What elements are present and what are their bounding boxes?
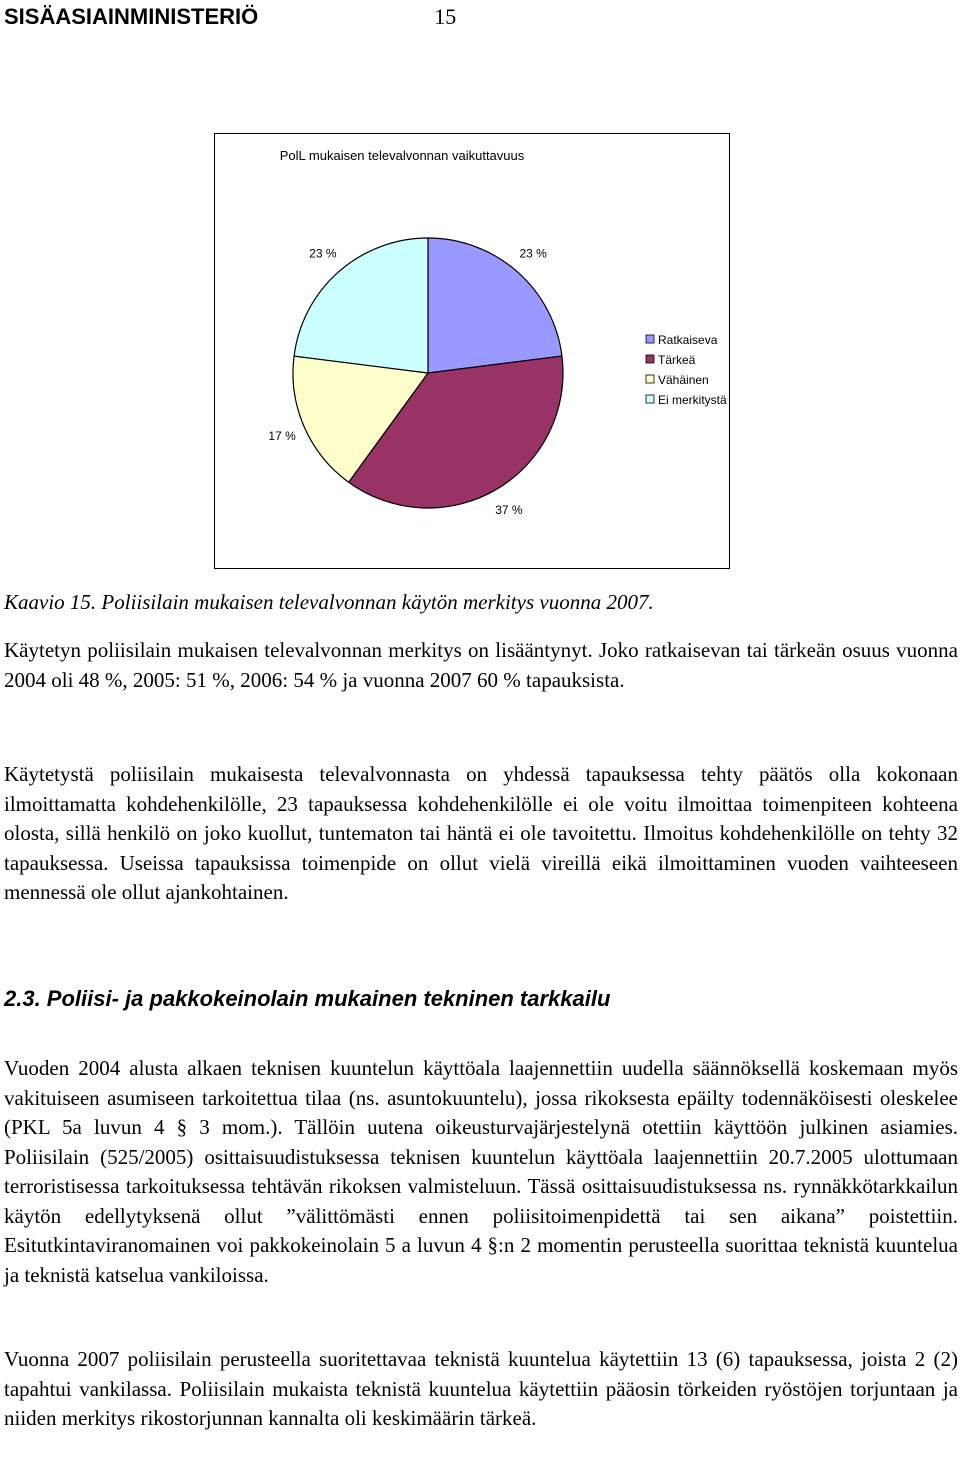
legend-label-3: Ei merkitystä <box>658 393 727 407</box>
pie-slices <box>293 238 563 508</box>
slice-label-1: 37 % <box>495 502 523 517</box>
legend-label-2: Vähäinen <box>658 373 709 387</box>
slice-label-2: 17 % <box>268 429 296 444</box>
legend-swatch-2 <box>646 375 654 383</box>
chart-title: PolL mukaisen televalvonnan vaikuttavuus <box>279 148 525 163</box>
section-heading: 2.3. Poliisi- ja pakkokeinolain mukainen tekninen tarkkailu <box>4 986 611 1011</box>
legend-swatch-0 <box>646 335 654 343</box>
paragraph-4: Vuonna 2007 poliisilain perusteella suoritettavaa teknistä kuuntelua käytettiin 13 (6) tapauksessa, joista 2 (2) tapahtui vankilassa. Poliisilain mukaista teknistä kuuntelua käytettiin pääosin törkeiden ryöstöjen torjuntaan ja niiden merkitys rikostorjunnan kannalta oli keskimäärin tärkeä. <box>4 1347 958 1430</box>
pie-chart <box>215 134 731 570</box>
legend-label-0: Ratkaiseva <box>658 333 718 347</box>
legend-swatch-1 <box>646 355 654 363</box>
chart-caption: Kaavio 15. Poliisilain mukaisen televalvonnan käytön merkitys vuonna 2007. <box>4 590 654 614</box>
slice-label-3: 23 % <box>309 246 337 261</box>
pie-chart-box <box>214 133 730 569</box>
chart-legend <box>646 333 727 407</box>
legend-swatch-3 <box>646 395 654 403</box>
paragraph-3: Vuoden 2004 alusta alkaen teknisen kuuntelun käyttöala laajennettiin uudella säännöksellä koskemaan myös vakituiseen asumiseen tarkoitettua tilaa (ns. asuntokuuntelu), jossa rikoksesta epäilty todennäköisesti oleskelee (PKL 5a luvun 4 § 3 mom.). Tällöin uutena oikeusturvajärjestelynä otettiin käyttöön julkinen asiamies. Poliisilain (525/2005) osittaisuudistuksessa teknisen kuuntelun käyttöala laajennettiin 20.7.2005 ulottumaan terroristisessa tarkoituksessa tehtävän rikoksen valmisteluun. Tässä osittaisuudistuksessa ns. rynnäkkötarkkailun käytön edellytyksenä ollut ”välittömästi ennen poliisitoimenpidettä tai sen aikana” poistettiin. Esitutkintaviranomainen voi pakkokeinolain 5 a luvun 4 §:n 2 momentin perusteella suorittaa teknistä kuuntelua ja teknistä katselua vankiloissa. <box>4 1056 958 1287</box>
paragraph-2: Käytetystä poliisilain mukaisesta televalvonnasta on yhdessä tapauksessa tehty päätös olla kokonaan ilmoittamatta kohdehenkilölle, 23 tapauksessa kohdehenkilölle ei ole voitu ilmoittaa toimenpiteen kohteena olosta, sillä henkilö on joko kuollut, tuntematon tai häntä ei ole tavoitettu. Ilmoitus kohdehenkilölle on tehty 32 tapauksessa. Useissa tapauksissa toimenpide on ollut vielä vireillä eikä ilmoittaminen vuoden vaihteeseen mennessä ole ollut ajankohtainen. <box>4 762 958 904</box>
page-header <box>4 4 456 34</box>
slice-label-0: 23 % <box>519 246 547 261</box>
page-number: 15 <box>434 4 457 29</box>
organization-name: SISÄASIAINMINISTERIÖ <box>4 4 259 29</box>
legend-label-1: Tärkeä <box>658 353 696 367</box>
paragraph-1: Käytetyn poliisilain mukaisen televalvonnan merkitys on lisääntynyt. Joko ratkaisevan tai tärkeän osuus vuonna 2004 oli 48 %, 2005: 51 %, 2006: 54 % ja vuonna 2007 60 % tapauksista. <box>4 638 958 692</box>
